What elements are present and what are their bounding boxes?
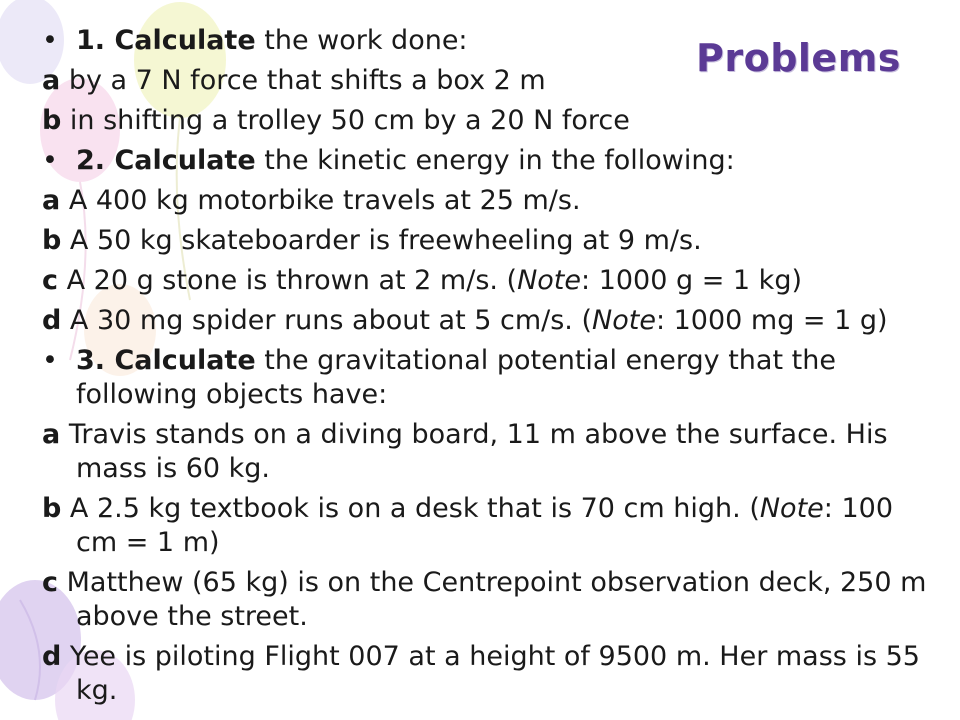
sub-problem-letter: c xyxy=(42,265,59,296)
sub-problem-text: Travis stands on a diving board, 11 m above the surface. His mass is 60 kg. xyxy=(60,419,888,484)
sub-problem-text: Matthew (65 kg) is on the Centrepoint observation deck, 250 m above the street. xyxy=(58,567,927,632)
sub-problem xyxy=(42,492,942,560)
sub-problem-letter: a xyxy=(42,419,61,450)
problem-heading xyxy=(42,144,942,178)
problem-heading xyxy=(42,24,942,58)
sub-problem-text: A 30 mg spider runs about at 5 cm/s. ( xyxy=(61,305,593,336)
bullet-marker: • xyxy=(42,145,58,176)
sub-problem-letter: b xyxy=(42,105,62,136)
problem-heading-text: the gravitational potential energy that the following objects have: xyxy=(76,345,836,410)
sub-problem-text: in shifting a trolley 50 cm by a 20 N force xyxy=(61,105,630,136)
sub-problem xyxy=(42,104,942,138)
sub-problem-text: A 20 g stone is thrown at 2 m/s. ( xyxy=(58,265,518,296)
sub-problem-text: A 400 kg motorbike travels at 25 m/s. xyxy=(60,185,581,216)
problem-heading-text: the work done: xyxy=(255,25,468,56)
bullet-marker: • xyxy=(42,25,58,56)
note-label: Note xyxy=(759,493,824,524)
sub-problem xyxy=(42,224,942,258)
slide-title: Problems xyxy=(696,36,901,80)
sub-problem xyxy=(42,304,942,338)
sub-problem-text: Yee is piloting Flight 007 at a height of 9500 m. Her mass is 55 kg. xyxy=(61,641,920,706)
problem-heading-bold: 1. Calculate xyxy=(76,25,256,56)
note-text: : 1000 g = 1 kg) xyxy=(581,265,802,296)
bullet-marker: • xyxy=(42,345,58,376)
note-text: : 1000 mg = 1 g) xyxy=(655,305,888,336)
sub-problem-letter: a xyxy=(42,185,61,216)
problem-heading-bold: 3. Calculate xyxy=(76,345,256,376)
sub-problem xyxy=(42,64,942,98)
problem-heading-bold: 2. Calculate xyxy=(76,145,256,176)
sub-problem xyxy=(42,640,942,708)
sub-problem-letter: b xyxy=(42,225,62,256)
problem-heading xyxy=(42,344,942,412)
problem-heading-text: the kinetic energy in the following: xyxy=(255,145,735,176)
note-label: Note xyxy=(592,305,656,336)
sub-problem-text: A 2.5 kg textbook is on a desk that is 70 cm high. ( xyxy=(61,493,760,524)
sub-problem-letter: d xyxy=(42,305,62,336)
sub-problem xyxy=(42,566,942,634)
note-label: Note xyxy=(517,265,582,296)
sub-problem-letter: d xyxy=(42,641,62,672)
sub-problem-letter: b xyxy=(42,493,62,524)
sub-problem-text: by a 7 N force that shifts a box 2 m xyxy=(60,65,546,96)
sub-problem xyxy=(42,184,942,218)
sub-problem-text: A 50 kg skateboarder is freewheeling at 9 m/s. xyxy=(61,225,702,256)
sub-problem xyxy=(42,418,942,486)
sub-problem-letter: a xyxy=(42,65,61,96)
problem-list xyxy=(42,24,942,714)
note-text: : 100 cm = 1 m) xyxy=(76,493,893,558)
sub-problem-letter: c xyxy=(42,567,59,598)
sub-problem xyxy=(42,264,942,298)
